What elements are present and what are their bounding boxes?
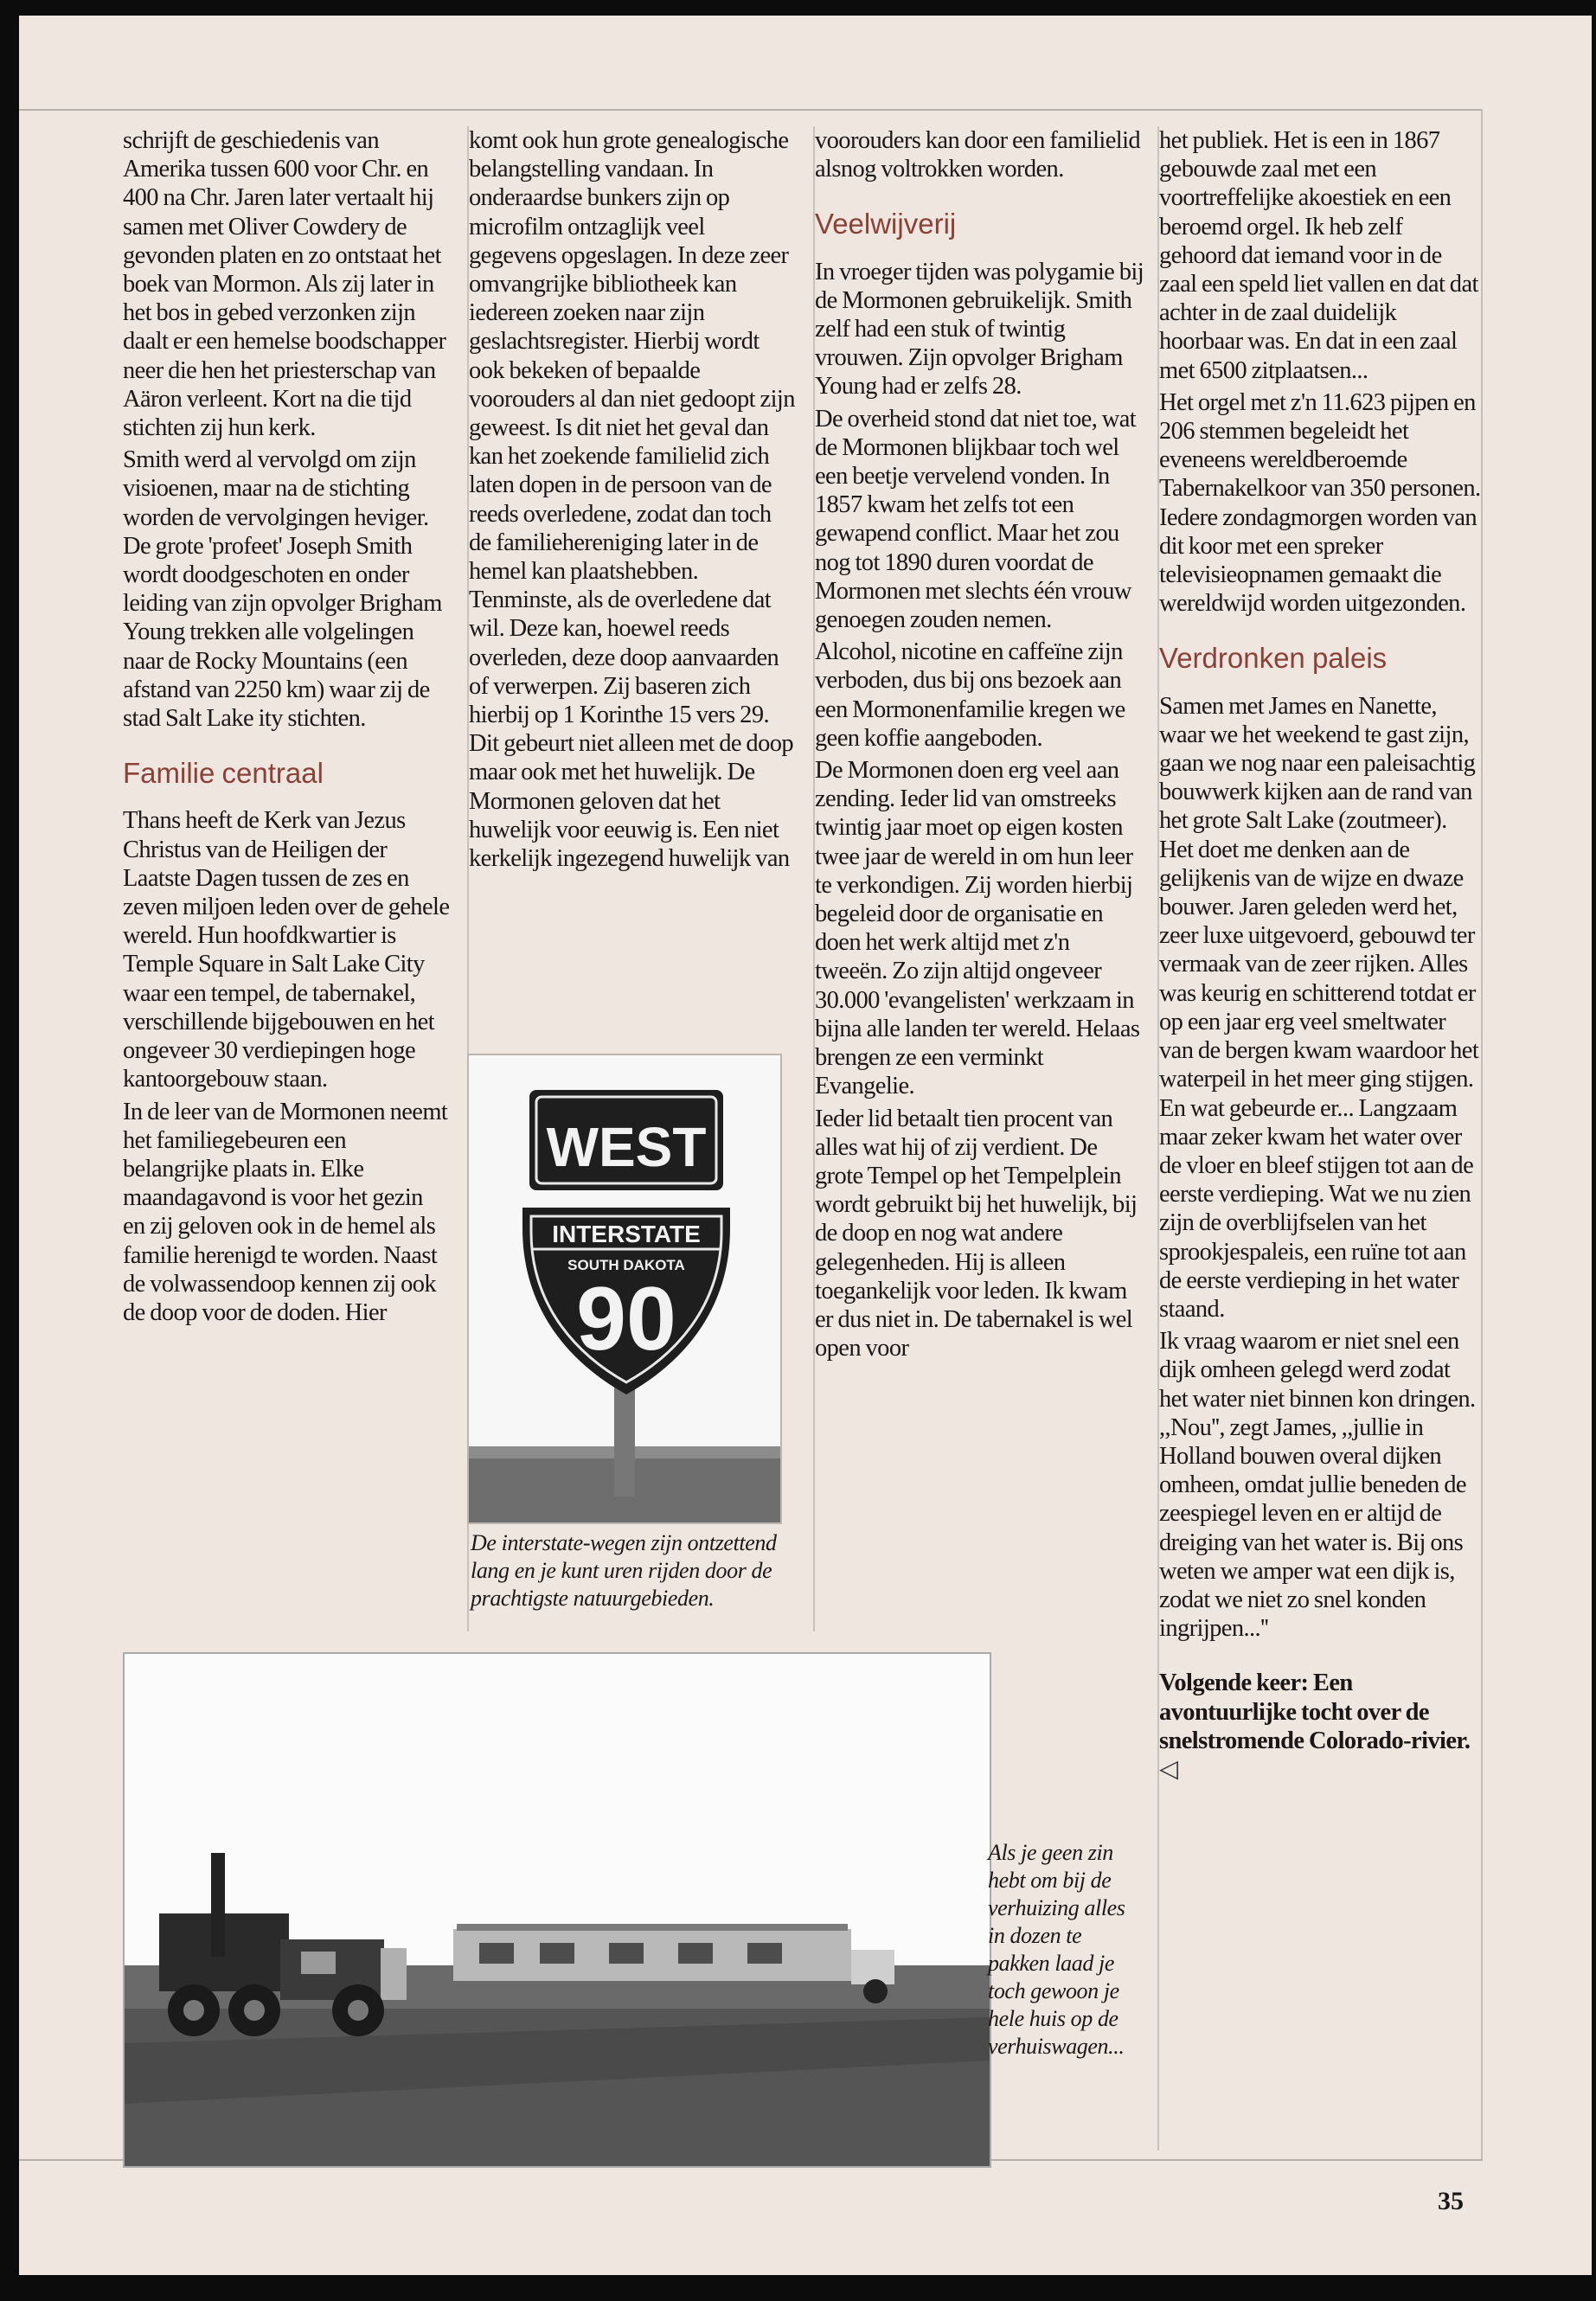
sign-photo-caption: De interstate-wegen zijn ontzettend lang en je kunt uren rijden door de prachtigste natuurgebieden. <box>471 1530 777 1611</box>
paragraph: In de leer van de Mormonen neemt het familiegebeuren een belangrijke plaats in. Elke maandagavond is voor het gezin en zij geloven ook in de hemel als familie herenigd te worden. Naast de volwassendoop kennen zij ook de doop voor de doden. Hier <box>123 1098 448 1326</box>
article-column-2 <box>469 126 796 876</box>
truck-photo <box>123 1652 991 2168</box>
article-column-4 <box>1159 126 1481 1787</box>
paragraph: Ik vraag waarom er niet snel een dijk omheen gelegd werd zodat het water niet binnen kon dringen. ,,Nou'', zegt James, ,,jullie in Holland bouwen overal dijken omheen, omdat jullie beneden de zeespiegel leven en er altijd de dreiging van het water is. Bij ons weten we amper wat een dijk is, zodat we niet zo snel konden ingrijpen...'' <box>1159 1328 1476 1643</box>
truck-house-illustration <box>125 1654 990 2166</box>
truck-photo-caption: Als je geen zin hebt om bij de verhuizing alles in dozen te pakken laad je toch gewoon je hele huis op de verhuiswagen... <box>988 1840 1125 2059</box>
paragraph: De Mormonen doen erg veel aan zending. Ieder lid van omstreeks twintig jaar moet op eigen kosten twee jaar de wereld in om hun leer te verkondigen. Zij worden hierbij begeleid door de organisatie en doen het werk altijd met z'n tweeën. Zo zijn altijd ongeveer 30.000 'evangelisten' werkzaam in bijna alle landen ter wereld. Helaas brengen ze een verminkt Evangelie. <box>815 757 1140 1100</box>
article-column-1 <box>123 126 450 1330</box>
sign-interstate-text: INTERSTATE <box>552 1221 701 1247</box>
paragraph: komt ook hun grote genealogische belangstelling vandaan. In onderaardse bunkers zijn op microfilm ontzaglijk veel gegevens opgeslagen. In deze zeer omvangrijke bibliotheek kan iedereen zoeken naar zijn geslachtsregister. Hierbij wordt ook bekeken of bepaalde voorouders al dan niet gedoopt zijn geweest. Is dit niet het geval dan kan het zoekende familielid zich laten dopen in de persoon van de reeds overledene, zodat dan toch de familiehereniging later in de hemel kan plaatshebben. Tenminste, als de overledene dat wil. Deze kan, hoewel reeds overleden, deze doop aanvaarden of verwerpen. Zij baseren zich hierbij op 1 Korinthe 15 vers 29. Dit gebeurt niet alleen met de doop maar ook met het huwelijk. De Mormonen geloven dat het huwelijk voor eeuwig is. Een niet kerkelijk ingezegend huwelijk van <box>469 127 795 873</box>
section-heading-veelwijverij: Veelwijverij <box>815 208 957 240</box>
paragraph: Smith werd al vervolgd om zijn visioenen, maar na de stichting worden de vervolgingen heviger. De grote 'profeet' Joseph Smith wordt doodgeschoten en onder leiding van zijn opvolger Brigham Young trekken alle volgelingen naar de Rocky Mountains (een afstand van 2250 km) waar zij de stad Salt Lake ity stichten. <box>123 446 442 733</box>
magazine-page <box>19 16 1592 2275</box>
end-mark-icon: ◁ <box>1159 1755 1178 1783</box>
paragraph: Alcohol, nicotine en caffeïne zijn verboden, dus bij ons bezoek aan een Mormonenfamilie kregen we geen koffie aangeboden. <box>815 638 1125 752</box>
page-number: 35 <box>1438 2187 1464 2215</box>
top-rule <box>19 109 1481 111</box>
paragraph: voorouders kan door een familielid alsnog voltrokken worden. <box>815 127 1141 183</box>
article-column-3 <box>815 126 1144 1366</box>
sign-west-text: WEST <box>546 1116 707 1178</box>
paragraph: het publiek. Het is een in 1867 gebouwde zaal met een voortreffelijke akoestiek en een beroemd orgel. Ik heb zelf gehoord dat iemand voor in de zaal een speld liet vallen en dat dat achter in de zaal duidelijk hoorbaar was. En dat in een zaal met 6500 zitplaatsen... <box>1159 127 1478 384</box>
interstate-sign-illustration <box>469 1055 780 1522</box>
paragraph: De overheid stond dat niet toe, wat de Mormonen blijkbaar toch wel een beetje vervelend vonden. In 1857 kwam het zelfs tot een gewapend conflict. Maar het zou nog tot 1890 duren voordat de Mormonen met slechts één vrouw genoegen zouden nemen. <box>815 405 1137 634</box>
sign-state-text: SOUTH DAKOTA <box>567 1257 685 1273</box>
sign-number-text: 90 <box>576 1269 676 1369</box>
section-heading-paleis: Verdronken paleis <box>1159 642 1388 675</box>
sign-photo <box>467 1054 782 1524</box>
next-episode-teaser <box>1159 1669 1481 1784</box>
section-heading-familie: Familie centraal <box>123 757 324 790</box>
right-rule <box>1481 109 1483 2159</box>
next-episode-text: Volgende keer: Een avontuurlijke tocht over de snelstromende Colorado-rivier. <box>1159 1670 1471 1754</box>
paragraph: schrijft de geschiedenis van Amerika tussen 600 voor Chr. en 400 na Chr. Jaren later vertaalt hij samen met Oliver Cowdery de gevonden platen en zo ontstaat het boek van Mormon. Als zij later in het bos in gebed verzonken zijn daalt er een hemelse boodschapper neer die hen het priesterschap van Aäron verleent. Kort na die tijd stichten zij hun kerk. <box>123 127 446 442</box>
paragraph: In vroeger tijden was polygamie bij de Mormonen gebruikelijk. Smith zelf had een stuk of twintig vrouwen. Zijn opvolger Brigham Young had er zelfs 28. <box>815 258 1144 401</box>
paragraph: Het orgel met z'n 11.623 pijpen en 206 stemmen begeleidt het eveneens wereldberoemde Tabernakelkoor van 350 personen. Iedere zondagmorgen worden van dit koor met een spreker televisieopnamen gemaakt die wereldwijd worden uitgezonden. <box>1159 388 1481 618</box>
paragraph: Ieder lid betaalt tien procent van alles wat hij of zij verdient. De grote Tempel op het Tempelplein wordt gebruikt bij het huwelijk, bij de doop en nog wat andere gelegenheden. Hij is alleen toegankelijk voor leden. Ik kwam er dus niet in. De tabernakel is wel open voor <box>815 1105 1138 1362</box>
paragraph: Thans heeft de Kerk van Jezus Christus van de Heiligen der Laatste Dagen tussen de zes en zeven miljoen leden over de gehele wereld. Hun hoofdkwartier is Temple Square in Salt Lake City waar een tempel, de tabernakel, verschillende bijgebouwen en het ongeveer 30 verdiepingen hoge kantoorgebouw staan. <box>123 807 450 1093</box>
paragraph: Samen met James en Nanette, waar we het weekend te gast zijn, gaan we nog naar een paleisachtig bouwwerk kijken aan de rand van het grote Salt Lake (zoutmeer). Het doet me denken aan de gelijkenis van de wijze en dwaze bouwer. Jaren geleden werd het, zeer luxe uitgevoerd, gebouwd ter vermaak van de zeer rijken. Alles was keurig en schitterend totdat er op een jaar erg veel smeltwater van de bergen kwam waardoor het waterpeil in het meer ging stijgen. En wat gebeurde er... Langzaam maar zeker kwam het water over de vloer en bleef stijgen tot aan de eerste verdieping. Wat we nu zien zijn de overblijfselen van het sprookjespaleis, een ruïne tot aan de eerste verdieping in het water staand. <box>1159 692 1479 1323</box>
